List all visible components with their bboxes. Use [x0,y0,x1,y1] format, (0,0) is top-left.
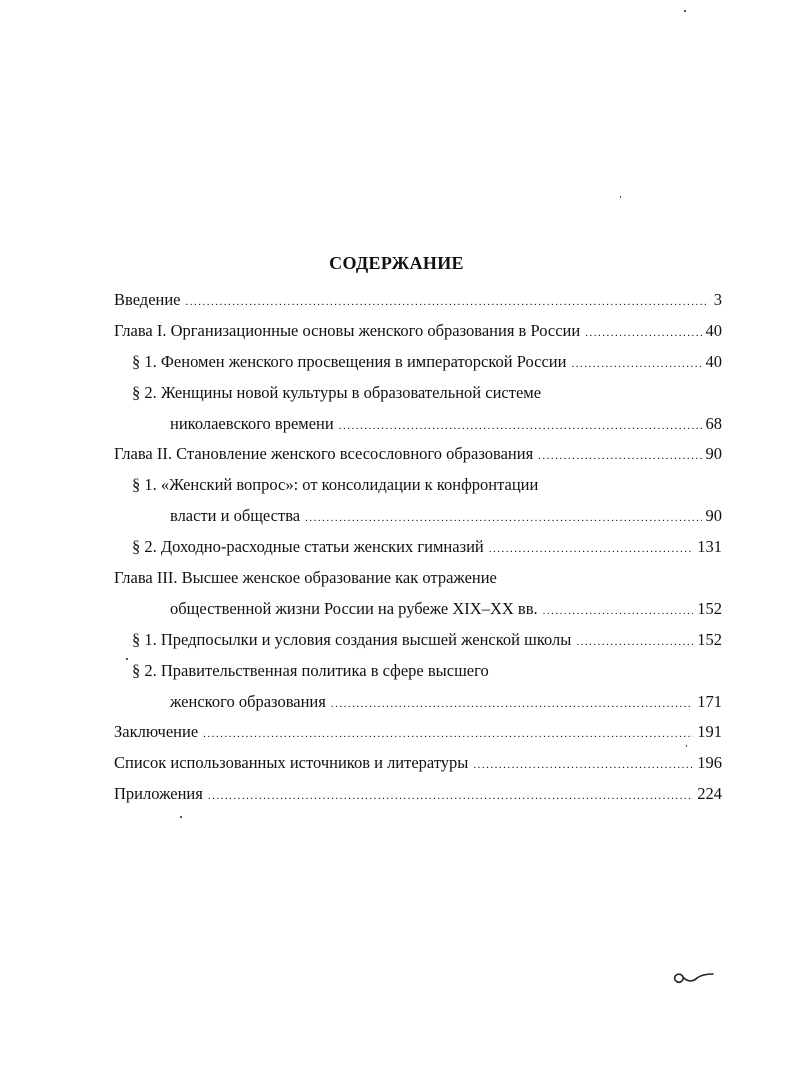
dot-leader [585,322,701,344]
toc-entry-appendices[interactable] [114,783,722,814]
dot-leader [489,538,694,560]
toc-entry-ch2-sec1[interactable] [114,474,722,505]
dot-leader [571,353,701,375]
scan-speck [686,745,687,747]
toc-entry-ch2-sec2[interactable] [114,536,722,567]
toc-entry-label: власти и общества [170,506,301,526]
toc-entry-label: Глава II. Становление женского всесословного образования [114,444,534,464]
toc-entry-ch1-sec1[interactable] [114,351,722,382]
dot-leader [543,600,694,622]
toc-entry-ch3-sec2-cont[interactable] [114,691,722,722]
dot-leader [473,754,693,776]
toc-entry-page: 40 [705,351,722,371]
scan-speck [126,658,128,660]
toc-entry-chapter-3-cont[interactable] [114,598,722,629]
toc-entry-sources[interactable] [114,752,722,783]
table-of-contents [114,289,722,814]
toc-title: СОДЕРЖАНИЕ [329,253,464,273]
scan-speck [620,196,621,198]
dot-leader [208,785,693,807]
toc-entry-ch3-sec2[interactable] [114,660,722,691]
dot-leader [186,291,708,313]
dot-leader [576,631,693,653]
toc-entry-label: § 2. Правительственная политика в сфере высшего [132,660,489,680]
toc-entry-page: 152 [697,598,722,618]
toc-entry-chapter-2[interactable] [114,443,722,474]
toc-entry-label: § 1. Предпосылки и условия создания высшей женской школы [132,629,572,649]
dot-leader [339,415,702,437]
toc-entry-chapter-1[interactable] [114,320,722,351]
toc-entry-ch2-sec1-cont[interactable] [114,505,722,536]
toc-entry-label: Глава I. Организационные основы женского образования в России [114,320,581,340]
toc-entry-page: 90 [705,506,722,526]
dot-leader [203,723,693,745]
toc-entry-label: § 2. Женщины новой культуры в образовательной системе [132,382,542,402]
scan-speck [180,816,182,818]
dot-leader [538,445,701,467]
scan-speck [684,10,686,12]
toc-entry-ch1-sec2[interactable] [114,382,722,413]
handwritten-mark-icon [667,960,717,990]
dot-leader [305,507,701,529]
toc-entry-ch3-sec1[interactable] [114,629,722,660]
toc-entry-page: 224 [697,784,722,804]
toc-entry-chapter-3[interactable] [114,567,722,598]
toc-entry-page: 196 [697,753,722,773]
toc-entry-page: 68 [705,413,722,433]
toc-entry-page: 131 [697,537,722,557]
toc-entry-label: Список использованных источников и литературы [114,753,469,773]
toc-entry-introduction[interactable] [114,289,722,320]
toc-entry-page: 40 [705,320,722,340]
toc-entry-label: § 1. Феномен женского просвещения в императорской России [132,351,567,371]
toc-entry-page: 152 [697,629,722,649]
toc-entry-label: Приложения [114,784,203,804]
toc-entry-label: николаевского времени [170,413,334,433]
toc-entry-page: 90 [705,444,722,464]
dot-leader [331,693,693,715]
toc-entry-label: Введение [114,290,181,309]
toc-entry-page: 171 [697,691,722,711]
toc-entry-label: женского образования [170,691,326,711]
toc-entry-label: Глава III. Высшее женское образование как отражение [114,568,497,588]
toc-entry-ch1-sec2-cont[interactable] [114,413,722,444]
toc-entry-conclusion[interactable] [114,721,722,752]
toc-entry-label: Заключение [114,722,199,742]
toc-entry-page: 191 [697,722,722,742]
toc-entry-page: 3 [713,290,722,309]
toc-entry-label: § 1. «Женский вопрос»: от консолидации к конфронтации [132,475,539,495]
toc-entry-label: § 2. Доходно-расходные статьи женских гимназий [132,537,484,557]
toc-entry-label: общественной жизни России на рубеже XIX–XX вв. [170,598,538,618]
